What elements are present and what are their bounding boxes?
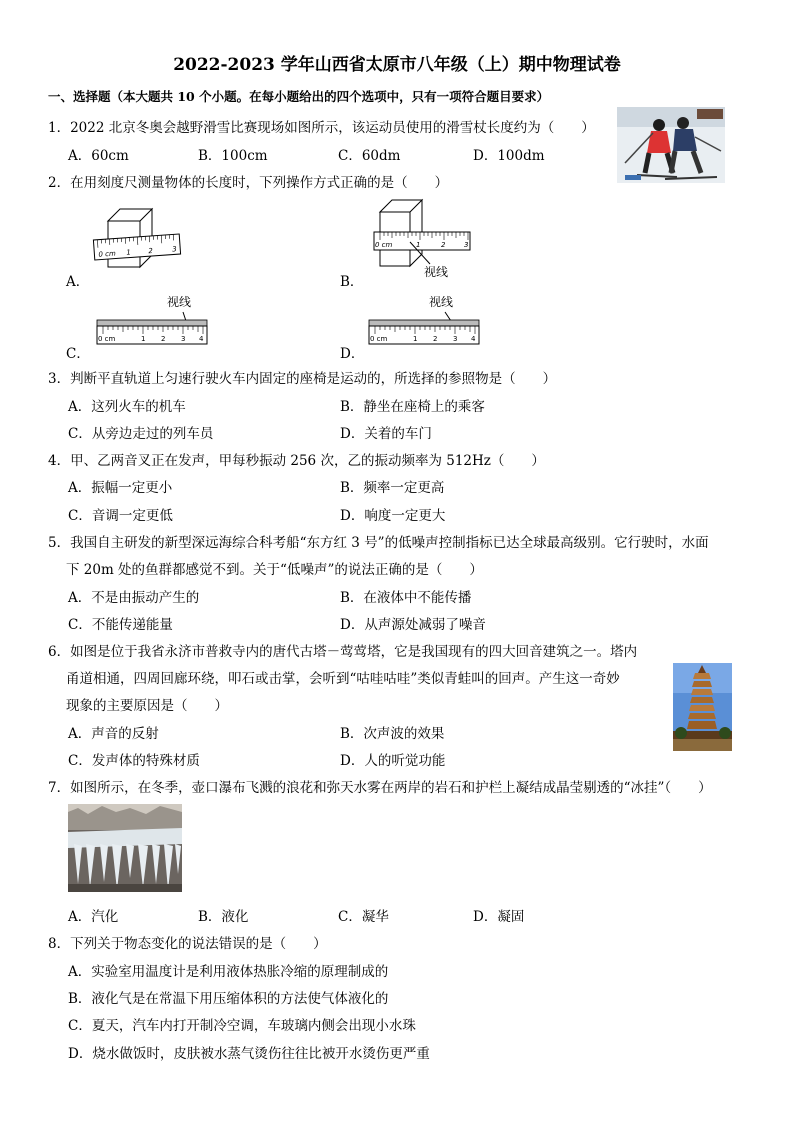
q2-label-a: A． — [66, 274, 90, 290]
q8-option-c: C．夏天，汽车内打开制冷空调，车玻璃内侧会出现小水珠 — [68, 1018, 416, 1034]
q4-stem: 4．甲、乙两音叉正在发声，甲每秒振动 256 次，乙的振动频率为 512Hz（ ） — [48, 453, 545, 469]
q2d-tick-2: 2 — [433, 335, 438, 343]
section-heading: 一、选择题（本大题共 10 个小题。在每小题给出的四个选项中，只有一项符合题目要求） — [48, 89, 550, 104]
q6-option-a: A．声音的反射 — [68, 726, 159, 742]
q2c-tick-0: 0 cm — [98, 335, 116, 343]
q7-stem: 7．如图所示，在冬季，壶口瀑布飞溅的浪花和弥天水雾在两岸的岩石和护栏上凝结成晶莹剔透的“冰挂”（ ） — [48, 780, 712, 796]
q2a-tick-1: 1 — [126, 248, 132, 257]
q5-option-a: A．不是由振动产生的 — [68, 590, 200, 606]
q2a-tick-0: 0 cm — [98, 249, 117, 259]
q8-option-a: A．实验室用温度计是利用液体热胀冷缩的原理制成的 — [68, 964, 389, 980]
q2-label-d: D． — [340, 346, 365, 362]
q8-stem: 8．下列关于物态变化的说法错误的是（ ） — [48, 936, 327, 952]
q8-option-d: D．烧水做饭时，皮肤被水蒸气烫伤往往比被开水烫伤更严重 — [68, 1046, 430, 1062]
q2-figure-d — [367, 290, 483, 348]
q3-option-d: D．关着的车门 — [340, 426, 432, 442]
q1-option-c: C．60dm — [338, 148, 401, 164]
q4-option-a: A．振幅一定更小 — [68, 480, 173, 496]
q2b-tick-2: 2 — [441, 241, 446, 249]
q1-option-d: D．100dm — [473, 148, 545, 164]
q2c-sightline: 视线 — [167, 295, 192, 309]
q6-option-d: D．人的听觉功能 — [340, 753, 446, 769]
q2d-sightline: 视线 — [429, 295, 454, 309]
q1-option-b: B．100cm — [198, 148, 268, 164]
q6-stem-line1: 6．如图是位于我省永济市普救寺内的唐代古塔－莺莺塔，它是我国现有的四大回音建筑之一。塔内 — [48, 644, 638, 660]
q3-stem: 3．判断平直轨道上匀速行驶火车内固定的座椅是运动的，所选择的参照物是（ ） — [48, 371, 557, 387]
q2d-tick-1: 1 — [413, 335, 418, 343]
q2d-tick-0: 0 cm — [370, 335, 388, 343]
q2a-tick-3: 3 — [171, 245, 178, 254]
q3-option-b: B．静坐在座椅上的乘客 — [340, 399, 485, 415]
q6-option-c: C．发声体的特殊材质 — [68, 753, 200, 769]
q2d-tick-3: 3 — [453, 335, 458, 343]
q4-option-d: D．响度一定更大 — [340, 508, 446, 524]
q1-option-a: A．60cm — [68, 148, 129, 164]
q6-stem-line2: 甬道相通，四周回廊环绕，叩石或击掌，会听到“咕哇咕哇”类似青蛙叫的回声。产生这一奇妙 — [66, 671, 620, 687]
q5-stem-line2: 下 20m 处的鱼群都感觉不到。关于“低噪声”的说法正确的是（ ） — [66, 562, 483, 578]
q2-figure-a — [92, 203, 182, 275]
q7-option-b: B．液化 — [198, 909, 249, 925]
q5-option-d: D．从声源处减弱了噪音 — [340, 617, 486, 633]
q7-option-a: A．汽化 — [68, 909, 119, 925]
ice-hanging-photo — [68, 804, 182, 892]
q2-label-b: B． — [340, 274, 364, 290]
q4-option-c: C．音调一定更低 — [68, 508, 173, 524]
q2a-tick-2: 2 — [148, 246, 154, 256]
pagoda-photo — [673, 663, 732, 751]
q3-option-c: C．从旁边走过的列车员 — [68, 426, 214, 442]
q2c-tick-1: 1 — [141, 335, 146, 343]
q2b-sightline: 视线 — [424, 265, 449, 279]
skiing-photo — [617, 107, 725, 183]
q2c-tick-3: 3 — [181, 335, 186, 343]
q2-figure-c — [95, 292, 211, 348]
q1-stem: 1．2022 北京冬奥会越野滑雪比赛现场如图所示，该运动员使用的滑雪杖长度约为（ ） — [48, 120, 595, 136]
q2b-tick-0: 0 cm — [375, 241, 393, 249]
page-title: 2022-2023 学年山西省太原市八年级（上）期中物理试卷 — [173, 55, 621, 75]
q5-stem-line1: 5．我国自主研发的新型深远海综合科考船“东方红 3 号”的低噪声控制指标已达全球最高级别。它行驶时，水面 — [48, 535, 709, 551]
q2b-tick-1: 1 — [416, 241, 421, 249]
q5-option-b: B．在液体中不能传播 — [340, 590, 472, 606]
q2-stem: 2．在用刻度尺测量物体的长度时，下列操作方式正确的是（ ） — [48, 175, 449, 191]
q2-figure-b — [372, 198, 472, 280]
q6-stem-line3: 现象的主要原因是（ ） — [66, 698, 228, 714]
q2d-tick-4: 4 — [471, 335, 476, 343]
q8-option-b: B．液化气是在常温下用压缩体积的方法使气体液化的 — [68, 991, 389, 1007]
q7-option-d: D．凝固 — [473, 909, 525, 925]
q2c-tick-4: 4 — [199, 335, 204, 343]
q2b-tick-3: 3 — [464, 241, 469, 249]
q7-option-c: C．凝华 — [338, 909, 389, 925]
q6-option-b: B．次声波的效果 — [340, 726, 445, 742]
q4-option-b: B．频率一定更高 — [340, 480, 445, 496]
q5-option-c: C．不能传递能量 — [68, 617, 173, 633]
q2c-tick-2: 2 — [161, 335, 166, 343]
q2-label-c: C． — [66, 346, 90, 362]
q3-option-a: A．这列火车的机车 — [68, 399, 186, 415]
